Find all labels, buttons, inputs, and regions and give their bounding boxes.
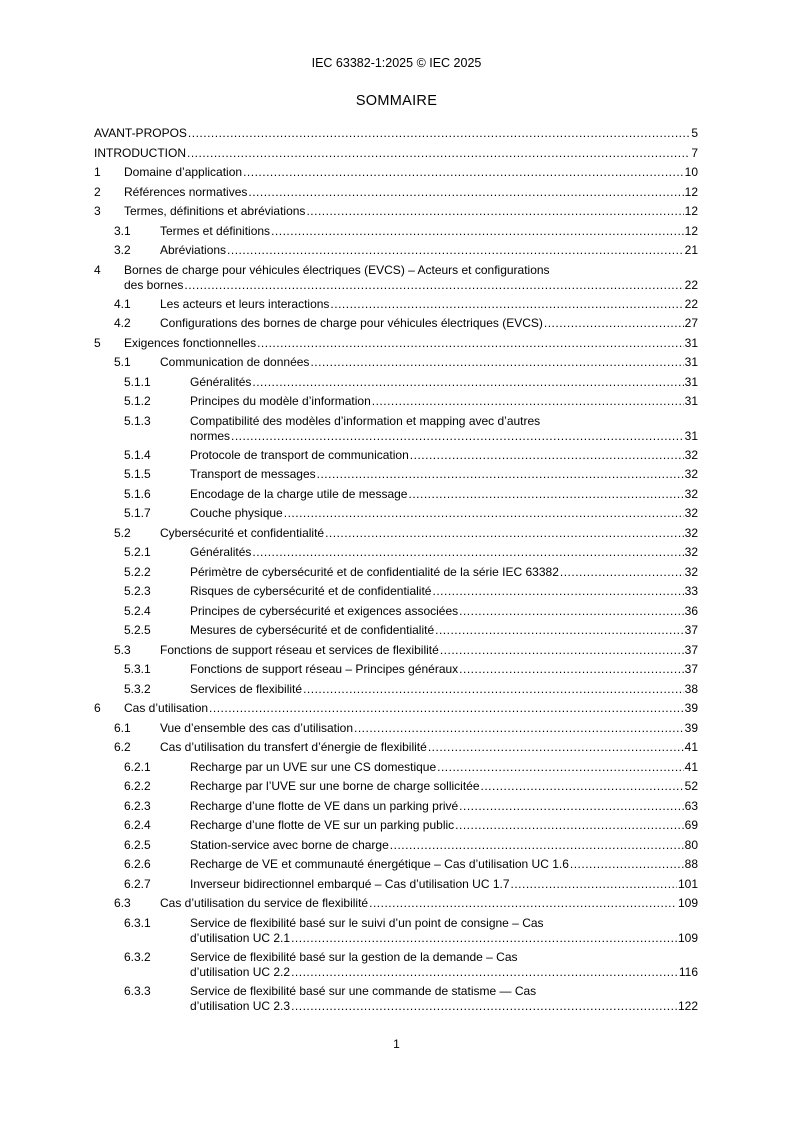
toc-entry-number: 6.3.3 (124, 983, 151, 998)
toc-entry-page: 32 (684, 525, 698, 540)
toc-entry-number: 5.3 (114, 642, 131, 657)
toc-entry-page: 32 (684, 486, 698, 501)
dot-leader (459, 602, 684, 622)
dot-leader (410, 446, 684, 466)
toc-entry-title: Communication de données (160, 355, 310, 369)
toc-entry-page: 32 (684, 545, 698, 559)
dot-leader (271, 222, 684, 242)
toc-entry-number: 3.2 (114, 243, 131, 257)
toc-entry-page: 116 (678, 964, 698, 979)
toc-entry-page: 12 (684, 204, 698, 218)
toc-entry-line (160, 738, 698, 758)
dot-leader (369, 894, 677, 914)
toc-entry[interactable] (94, 758, 698, 778)
toc-entry-title: Vue d’ensemble des cas d’utilisation (160, 720, 354, 735)
toc-entry-line (190, 504, 698, 524)
toc-entry-line (160, 295, 698, 315)
toc-entry-page: 69 (684, 818, 698, 832)
toc-entry-page: 22 (684, 277, 698, 292)
dot-leader (372, 392, 684, 412)
toc-entry-line (190, 680, 698, 700)
dot-leader (291, 963, 678, 983)
toc-entry[interactable] (94, 641, 698, 661)
toc-entry-page: 39 (684, 701, 698, 715)
toc-entry[interactable] (94, 524, 698, 544)
toc-entry-title-line1: Service de flexibilité basé sur le suivi d’un point de consigne – Cas (190, 915, 544, 930)
toc-entry-line (190, 582, 698, 602)
dot-leader (306, 202, 683, 222)
toc-entry-title: Recharge d’une flotte de VE dans un parking privé (190, 798, 459, 813)
toc-entry-page: 38 (684, 681, 698, 696)
toc-entry-line (190, 621, 698, 641)
toc-entry-line (160, 641, 698, 661)
toc-entry-line (160, 222, 698, 242)
toc-entry-line (124, 202, 698, 222)
toc-entry-title: INTRODUCTION (94, 145, 186, 160)
toc-entry[interactable] (94, 163, 698, 183)
toc-entry-line (190, 963, 698, 983)
toc-entry-title: Références normatives (124, 184, 248, 199)
dot-leader (284, 504, 684, 524)
toc-entry-number: 4 (94, 262, 101, 277)
toc-entry-title: Encodage de la charge utile de message (190, 486, 408, 501)
toc-entry-number: 5.1 (114, 355, 131, 369)
toc-entry-number: 5.2.1 (124, 545, 151, 559)
dot-leader (455, 816, 683, 836)
toc-entry-page: 21 (684, 243, 698, 257)
toc-entry-title: Recharge d’une flotte de VE sur un parking public (190, 818, 455, 832)
toc-entry-title: AVANT-PROPOS (94, 126, 187, 140)
toc-entry[interactable] (94, 124, 698, 144)
toc-entry-page: 31 (684, 335, 698, 350)
toc-entry-title: Abréviations (160, 243, 227, 257)
toc-entry-title: Risques de cybersécurité et de confidentialité (190, 584, 432, 598)
toc-entry-title: Domaine d’application (124, 165, 243, 179)
toc-entry-page: 33 (684, 584, 698, 598)
toc-entry-line (160, 241, 698, 261)
toc-entry-line (160, 524, 698, 544)
toc-entry-line (160, 894, 698, 914)
dot-leader (408, 485, 683, 505)
toc-entry-line (124, 334, 698, 354)
toc-entry-page: 32 (684, 564, 698, 579)
toc-entry-number: 5.2.4 (124, 603, 151, 618)
dot-leader (544, 314, 684, 334)
toc-entry[interactable] (94, 855, 698, 875)
toc-entry-number: 5.2 (114, 525, 131, 540)
toc-entry-title: des bornes (124, 277, 184, 292)
toc-entry[interactable] (94, 222, 698, 242)
toc-entry-page: 37 (684, 642, 698, 657)
toc-entry-line (190, 816, 698, 836)
toc-entry-title: Cas d’utilisation du service de flexibilité (160, 896, 369, 910)
toc-entry[interactable] (94, 465, 698, 485)
toc-entry-line (124, 276, 698, 296)
toc-entry-line (190, 836, 698, 856)
toc-entry-page: 101 (677, 876, 698, 891)
toc-entry[interactable] (94, 314, 698, 334)
toc-entry[interactable] (94, 582, 698, 602)
toc-entry[interactable] (94, 183, 698, 203)
dot-leader (560, 563, 684, 583)
toc-entry-page: 31 (684, 374, 698, 389)
toc-entry-number: 6.3.1 (124, 915, 151, 930)
toc-entry-title: Termes, définitions et abréviations (124, 204, 306, 218)
toc-entry-title: Protocole de transport de communication (190, 447, 409, 462)
toc-entry-title: d’utilisation UC 2.1 (190, 930, 291, 945)
toc-entry-title: Cybersécurité et confidentialité (160, 525, 325, 540)
toc-entry-number: 5.3.1 (124, 662, 151, 676)
toc-entry[interactable] (94, 241, 698, 261)
toc-entry-number: 5.1.6 (124, 486, 151, 501)
toc-entry[interactable] (94, 621, 698, 641)
toc-entry-page: 7 (691, 145, 698, 160)
toc-entry-title: d’utilisation UC 2.2 (190, 964, 291, 979)
toc-entry-number: 6.2.4 (124, 818, 151, 832)
toc-entry-number: 5.1.5 (124, 467, 151, 481)
toc-entry-title-line1: Service de flexibilité basé sur la gestion de la demande – Cas (190, 949, 518, 964)
dot-leader (310, 353, 683, 373)
toc-entry-number: 5.1.2 (124, 394, 151, 408)
toc-entry-title-line1: Compatibilité des modèles d’information et mapping avec d’autres (190, 413, 541, 428)
dot-leader (303, 680, 684, 700)
toc-entry-title: Recharge de VE et communauté énergétique – Cas d’utilisation UC 1.6 (190, 857, 569, 871)
toc-entry[interactable] (94, 660, 698, 680)
toc-entry-number: 6.2.2 (124, 779, 151, 793)
toc-entry-number: 6.2.1 (124, 759, 151, 774)
toc-entry-title: Principes du modèle d’information (190, 394, 371, 408)
toc-entry[interactable] (94, 412, 698, 446)
toc-entry-title: Station-service avec borne de charge (190, 837, 389, 852)
toc-entry-page: 32 (684, 467, 698, 481)
toc-entry-line (160, 314, 698, 334)
toc-entry-page: 31 (684, 428, 698, 443)
toc-entry-number: 5.2.2 (124, 564, 151, 579)
toc-entry-number: 6.1 (114, 720, 131, 735)
toc-entry-line (190, 465, 698, 485)
toc-entry-page: 41 (684, 759, 698, 774)
toc-entry-page: 31 (684, 355, 698, 369)
toc-entry-page: 31 (684, 394, 698, 408)
dot-leader (291, 997, 677, 1017)
toc-entry-number: 5.2.3 (124, 584, 151, 598)
toc-entry-page: 122 (677, 998, 698, 1013)
toc-entry[interactable] (94, 836, 698, 856)
dot-leader (252, 543, 683, 563)
toc-entry[interactable] (94, 948, 698, 982)
toc-entry-title: Transport de messages (190, 467, 316, 481)
toc-entry-title: Mesures de cybersécurité et de confidentialité (190, 623, 435, 637)
toc-entry-line (190, 777, 698, 797)
toc-entry-title: Périmètre de cybersécurité et de confidentialité de la série IEC 63382 (190, 564, 559, 579)
toc-entry[interactable] (94, 202, 698, 222)
dot-leader (570, 855, 684, 875)
toc-entry[interactable] (94, 446, 698, 466)
toc-entry-number: 6 (94, 701, 101, 715)
toc-entry-line (190, 855, 698, 875)
toc-entry-line (190, 997, 698, 1017)
dot-leader (459, 660, 683, 680)
dot-leader (227, 241, 684, 261)
toc-entry-page: 32 (684, 506, 698, 520)
toc-entry-line (160, 353, 698, 373)
toc-entry-number: 5.3.2 (124, 681, 151, 696)
toc-entry-title: Les acteurs et leurs interactions (160, 296, 330, 311)
toc-entry-page: 39 (684, 720, 698, 735)
toc-entry[interactable] (94, 543, 698, 563)
toc-entry-line (190, 392, 698, 412)
toc-entry[interactable] (94, 719, 698, 739)
toc-entry-number: 6.2 (114, 740, 131, 754)
dot-leader (459, 797, 683, 817)
toc-entry-title: Inverseur bidirectionnel embarqué – Cas d’utilisation UC 1.7 (190, 876, 510, 891)
dot-leader (231, 427, 684, 447)
toc-entry[interactable] (94, 875, 698, 895)
toc-entry-title: Exigences fonctionnelles (124, 335, 257, 350)
dot-leader (437, 758, 684, 778)
toc-entry-page: 32 (684, 447, 698, 462)
toc-entry-page: 10 (684, 165, 698, 179)
toc-entry-number: 6.2.3 (124, 798, 151, 813)
toc-entry-title: Généralités (190, 545, 252, 559)
dot-leader (252, 373, 683, 393)
toc-entry-line (190, 875, 698, 895)
dot-leader (317, 465, 684, 485)
toc-entry-line (190, 929, 698, 949)
toc-entry-title: Recharge par un UVE sur une CS domestique (190, 759, 437, 774)
dot-leader (187, 144, 690, 164)
toc-entry-line (94, 124, 698, 144)
toc-entry-line (190, 446, 698, 466)
dot-leader (188, 124, 690, 144)
toc-entry[interactable] (94, 914, 698, 948)
toc-entry-number: 6.2.6 (124, 857, 151, 871)
toc-entry-line (190, 485, 698, 505)
toc-entry-page: 27 (684, 316, 698, 330)
toc-entry-title: Fonctions de support réseau – Principes généraux (190, 662, 459, 676)
toc-entry-title: Fonctions de support réseau et services de flexibilité (160, 642, 439, 657)
toc-entry[interactable] (94, 485, 698, 505)
toc-entry-title: d’utilisation UC 2.3 (190, 998, 291, 1013)
toc-entry-page: 12 (684, 223, 698, 238)
toc-entry-number: 4.2 (114, 316, 131, 330)
toc-entry-line (124, 699, 698, 719)
toc-entry-page: 41 (684, 740, 698, 754)
page-number: 1 (393, 1037, 400, 1051)
toc-entry-line (190, 373, 698, 393)
toc-entry[interactable] (94, 334, 698, 354)
dot-leader (330, 295, 683, 315)
dot-leader (248, 183, 683, 203)
toc-entry-title: Recharge par l’UVE sur une borne de charge sollicitée (190, 779, 480, 793)
dot-leader (435, 621, 684, 641)
toc-entry-page: 37 (684, 662, 698, 676)
toc-entry-line (190, 758, 698, 778)
toc-entry[interactable] (94, 894, 698, 914)
toc-entry[interactable] (94, 563, 698, 583)
toc-entry-page: 5 (691, 126, 698, 140)
toc-entry-page: 37 (684, 623, 698, 637)
toc-entry[interactable] (94, 680, 698, 700)
toc-entry[interactable] (94, 602, 698, 622)
toc-entry-title: Configurations des bornes de charge pour véhicules électriques (EVCS) (160, 316, 543, 330)
toc-entry-title: normes (190, 428, 231, 443)
dot-leader (354, 719, 684, 739)
dot-leader (432, 582, 683, 602)
toc-entry[interactable] (94, 797, 698, 817)
toc-entry-title-line1: Service de flexibilité basé sur une commande de statisme — Cas (190, 983, 537, 998)
toc-entry-number: 6.2.7 (124, 876, 151, 891)
toc-entry-page: 88 (684, 857, 698, 871)
toc-entry-number: 5 (94, 335, 101, 350)
toc-entry[interactable] (94, 144, 698, 164)
toc-entry-line (160, 719, 698, 739)
toc-entry-number: 4.1 (114, 296, 131, 311)
toc-entry-page: 63 (684, 798, 698, 813)
toc-entry[interactable] (94, 699, 698, 719)
toc-entry-page: 22 (684, 296, 698, 311)
toc-entry-number: 6.2.5 (124, 837, 151, 852)
toc-entry-line (190, 563, 698, 583)
toc-entry-number: 6.3 (114, 896, 131, 910)
toc-entry-number: 1 (94, 165, 101, 179)
dot-leader (481, 777, 684, 797)
toc-entry-page: 109 (677, 896, 698, 910)
dot-leader (325, 524, 684, 544)
toc-entry-title-line1: Bornes de charge pour véhicules électriques (EVCS) – Acteurs et configurations (124, 262, 550, 277)
dot-leader (428, 738, 684, 758)
toc-entry-title: Couche physique (190, 506, 283, 520)
toc-entry-number: 3 (94, 204, 101, 218)
dot-leader (291, 929, 677, 949)
toc-entry-line (190, 797, 698, 817)
toc-entry-line (94, 144, 698, 164)
toc-entry[interactable] (94, 261, 698, 295)
dot-leader (184, 276, 683, 296)
toc-entry-number: 5.1.4 (124, 447, 151, 462)
toc-entry-line (124, 183, 698, 203)
toc-entry[interactable] (94, 353, 698, 373)
toc-entry-page: 80 (684, 837, 698, 852)
dot-leader (243, 163, 684, 183)
toc-entry-line (190, 660, 698, 680)
toc-entry-line (190, 427, 698, 447)
toc-entry-number: 5.1.7 (124, 506, 151, 520)
toc-entry[interactable] (94, 982, 698, 1016)
toc-entry-title: Cas d’utilisation (124, 701, 209, 715)
toc-entry-title: Généralités (190, 374, 252, 389)
toc-entry[interactable] (94, 816, 698, 836)
table-of-contents (94, 124, 698, 1016)
toc-entry-line (190, 543, 698, 563)
toc-entry-page: 12 (684, 184, 698, 199)
toc-entry-number: 5.1.3 (124, 413, 151, 428)
toc-entry-number: 2 (94, 184, 101, 199)
toc-entry[interactable] (94, 738, 698, 758)
toc-entry[interactable] (94, 504, 698, 524)
toc-entry-line (190, 602, 698, 622)
toc-entry-line (124, 163, 698, 183)
toc-entry-title: Services de flexibilité (190, 681, 303, 696)
toc-entry-number: 5.2.5 (124, 623, 151, 637)
dot-leader (390, 836, 684, 856)
toc-entry-number: 5.1.1 (124, 374, 151, 389)
toc-entry[interactable] (94, 373, 698, 393)
toc-entry-page: 52 (684, 779, 698, 793)
page-header: IEC 63382-1:2025 © IEC 2025 (311, 56, 482, 70)
dot-leader (257, 334, 684, 354)
toc-entry[interactable] (94, 777, 698, 797)
toc-entry-number: 3.1 (114, 223, 131, 238)
toc-entry-page: 36 (684, 603, 698, 618)
toc-entry-title: Cas d’utilisation du transfert d’énergie de flexibilité (160, 740, 427, 754)
dot-leader (440, 641, 684, 661)
toc-entry-title: Termes et définitions (160, 223, 271, 238)
dot-leader (209, 699, 684, 719)
toc-entry[interactable] (94, 392, 698, 412)
toc-entry-number: 6.3.2 (124, 949, 151, 964)
toc-entry-page: 109 (677, 930, 698, 945)
toc-entry[interactable] (94, 295, 698, 315)
dot-leader (511, 875, 677, 895)
toc-entry-title: Principes de cybersécurité et exigences associées (190, 603, 459, 618)
page-title: SOMMAIRE (355, 93, 438, 109)
